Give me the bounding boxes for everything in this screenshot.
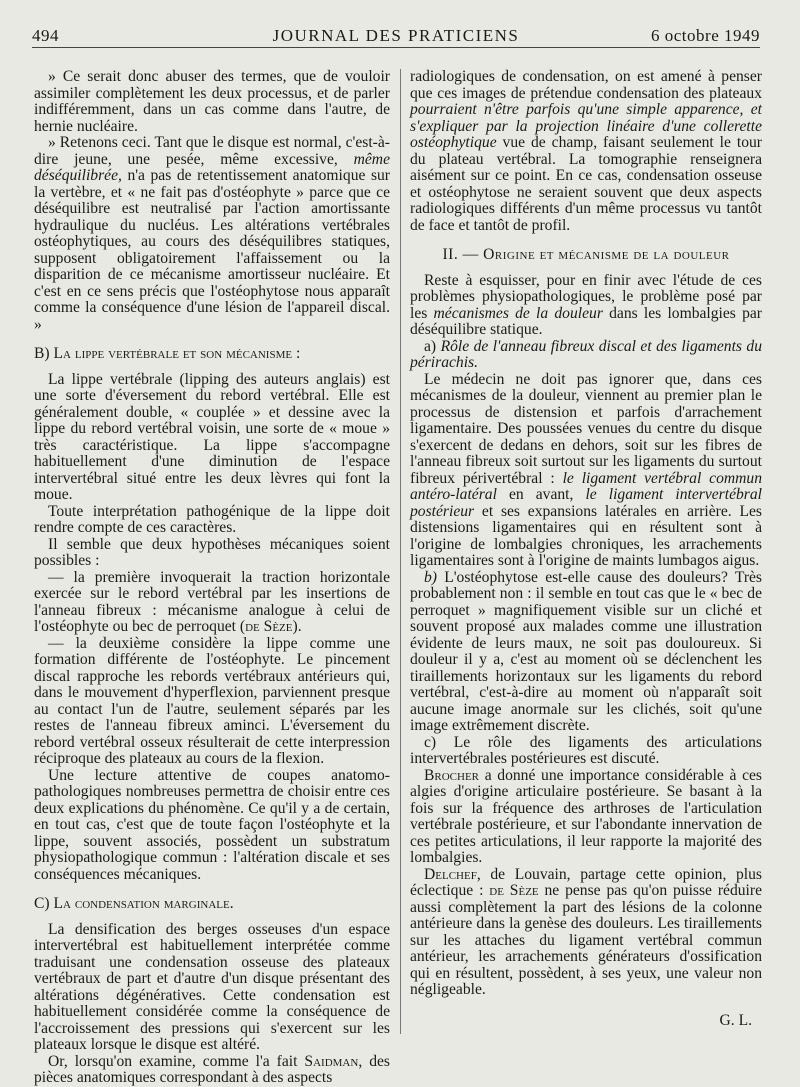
paragraph: Delchef, de Louvain, partage cette opinion, plus éclectique : de Sèze ne pense pas qu'on puisse réduire aussi complètement la part des lésions de la colonne antérieure dans la genèse des douleurs. Les tiraillements sur les attaches du ligament vertébral commun antérieur, les arrachements générateurs d'ossification qui en résultent, possèdent, à ses yeux, une valeur non négligeable.	[410, 865, 762, 998]
paragraph: — la première invoquerait la traction horizontale exercée sur le rebord vertébral par les insertions de l'anneau fibreux : mécanisme analogue à celui de l'ostéophyte ou bec de perroquet (de Sèze).	[34, 568, 390, 635]
journal-title: JOURNAL DES PRATICIENS	[272, 26, 520, 45]
page-header	[32, 20, 760, 50]
header-rule	[32, 47, 760, 48]
paragraph: c) Le rôle des ligaments des articulations intervertébrales postérieures est discuté.	[410, 733, 762, 767]
paragraph: — la deuxième considère la lippe comme une formation différente de l'ostéophyte. Le pincement discal rapproche les rebords vertébraux antérieurs qui, dans le mouvement d'hyperflexion, parviennent presque au contact l'un de l'autre, seulement séparés par les restes de l'anneau fibreux aminci. L'éversement du rebord vertébral osseux résulterait de cette interpression réciproque des plateaux au cours de la flexion.	[34, 634, 390, 767]
section-heading-b: B) La lippe vertébrale et son mécanisme :	[34, 345, 301, 362]
paragraph: a) Rôle de l'anneau fibreux discal et des ligaments du périrachis.	[410, 337, 763, 371]
paragraph: La densification des berges osseuses d'un espace intervertébral est habituellement interprétée comme traduisant une condensation osseuse des plateaux vertébraux de part et d'autre d'un disque présentant des altérations dégénératives. Cette condensation est habituellement considérée comme la conséquence de l'accroissement des pressions qui s'exercent sur les plateaux lorsque le disque est altéré.	[34, 920, 390, 1053]
paragraph: » Ce serait donc abuser des termes, que de vouloir assimiler complètement les deux processus, et de parler indifféremment, dans un cas comme dans l'autre, de hernie nucléaire.	[34, 68, 390, 135]
author-signature: G. L.	[719, 1011, 752, 1029]
column-divider	[400, 69, 401, 1034]
paragraph: Toute interprétation pathogénique de la lippe doit rendre compte de ces caractères.	[34, 502, 390, 536]
section-heading-ii: II. — Origine et mécanisme de la douleur	[442, 246, 730, 263]
issue-date: 6 octobre 1949	[651, 26, 760, 45]
paragraph: La lippe vertébrale (lipping des auteurs anglais) est une sorte d'éversement du rebord vertébral. Elle est généralement double, « couplée » et dessine avec la lippe du rebord vertébral voisin, une sorte de « moue » très caractéristique. La lippe s'accompagne habituellement d'une diminution de l'espace intervertébral situé entre les deux lèvres qui font la moue.	[34, 370, 390, 503]
paragraph: b) L'ostéophytose est-elle cause des douleurs? Très probablement non : il semble en tout cas que le « bec de perroquet » magnifiquement visible sur un cliché et souvent proposé aux malades comme une illustration évidente de leurs maux, ne soit pas douloureux. Si douleur il y a, c'est au moment où se déclenchent les tiraillements horizontaux sur les ligaments du rebord vertébral, c'est-à-dire au moment où n'apparaît soit aucune image anormale sur les clichés, soit qu'une image extrêmement discrète.	[410, 568, 762, 734]
paragraph: Or, lorsqu'on examine, comme l'a fait Saidman, des pièces anatomiques correspondant à des aspects	[34, 1052, 390, 1086]
section-heading-c: C) La condensation marginale.	[34, 895, 234, 912]
paragraph: Il semble que deux hypothèses mécaniques soient possibles :	[34, 535, 390, 569]
paragraph: Le médecin ne doit pas ignorer que, dans ces mécanismes de la douleur, viennent au premier plan le processus de distension et parfois d'arrachement ligamentaire. Des poussées venues du centre du disque s'exercent de dedans en dehors, soit sur les fibres de l'anneau fibreux soit surtout sur les ligaments du surtout fibreux périvertébral : le ligament vertébral commun antéro-latéral en avant, le ligament intervertébral postérieur et ses expansions latérales en arrière. Les distensions ligamentaires qui en résultent sont à l'origine de lombalgies chroniques, les arrachements ligamentaires sont à l'origine de maints lumbagos aigus.	[410, 370, 762, 569]
paragraph: Brocher a donné une importance considérable à ces algies d'origine articulaire postérieure. Se basant à la fois sur la fréquence des arthroses de l'articulation vertébrale postérieure, et sur l'abondante innervation de ces petites articulations, il leur rapporte la majorité des lombalgies.	[410, 766, 762, 866]
page-number: 494	[32, 26, 59, 45]
left-column	[34, 69, 390, 1087]
right-column	[410, 69, 762, 1029]
paragraph: radiologiques de condensation, on est amené à penser que ces images de prétendue condensation des plateaux pourraient n'être parfois qu'une simple apparence, et s'expliquer par la projection linéaire d'une collerette ostéophytique vue de champ, faisant seulement le tour du plateau vertébral. La tomographie renseignera aisément sur ce point. En ce cas, condensation osseuse et ostéophytose ne seraient souvent que deux aspects radiologiques différents d'un même processus vu tantôt de face et tantôt de profil.	[410, 68, 762, 234]
paragraph: » Retenons ceci. Tant que le disque est normal, c'est-à-dire jeune, une pesée, même excessive, même déséquilibrée, n'a pas de retentissement anatomique sur la vertèbre, et « ne fait pas d'ostéophyte » parce que ce déséquilibre est neutralisé par l'action amortissante hydraulique du nucléus. Les altérations vertébrales ostéophytiques, au cours des déséquilibres statiques, supposent obligatoirement l'affaissement ou la disparition de ce mécanisme amortisseur nucléaire. Et c'est en ce sens précis que l'ostéophytose nous apparaît comme la conséquence d'une lésion de l'appareil discal. »	[34, 134, 390, 333]
paragraph: Reste à esquisser, pour en finir avec l'étude de ces problèmes physiopathologiques, le problème posé par les mécanismes de la douleur dans les lombalgies par déséquilibre statique.	[410, 271, 763, 338]
paragraph: Une lecture attentive de coupes anatomo-pathologiques nombreuses permettra de choisir entre ces deux explications du phénomène. Ce qu'il y a de certain, en tout cas, c'est que de toute façon l'ostéophyte et la lippe, souvent associés, possèdent un substratum physiopathologique commun : l'altération discale et ses conséquences mécaniques.	[34, 766, 390, 883]
